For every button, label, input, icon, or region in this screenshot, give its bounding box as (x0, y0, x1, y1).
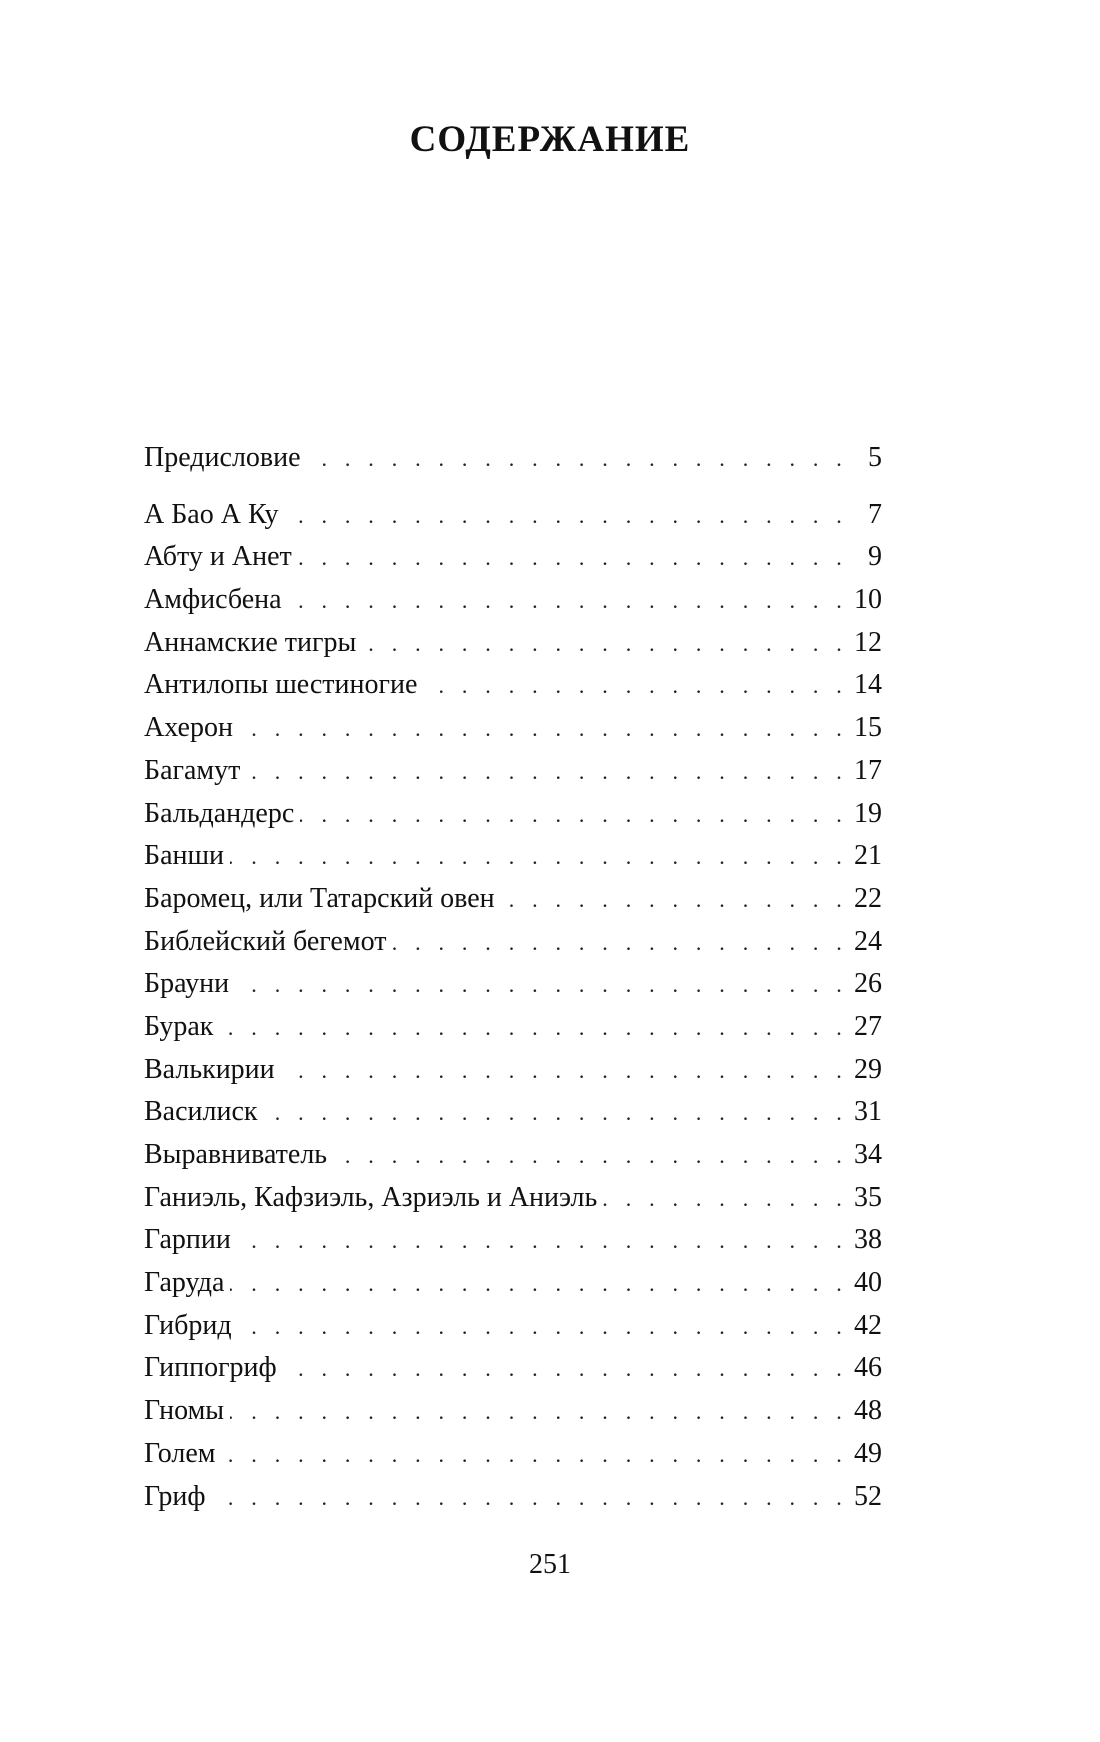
toc-entry-title: Гномы (144, 1390, 230, 1433)
toc-entry-title: Антилопы шестиногие (144, 664, 423, 707)
page-number: 251 (529, 1549, 571, 1580)
toc-entry (144, 1390, 882, 1433)
dot-leader (219, 1007, 848, 1050)
toc-entry-page: 22 (854, 882, 882, 914)
toc-entry-page: 14 (854, 669, 882, 701)
toc-entry (144, 1006, 882, 1049)
dot-leader (501, 879, 848, 922)
toc-entry-title: Гарпии (144, 1219, 237, 1262)
toc-entry (144, 1177, 882, 1220)
toc-entry-page: 24 (854, 925, 882, 957)
dot-leader (212, 1477, 848, 1520)
toc-entry-page: 10 (854, 584, 882, 616)
dot-leader (285, 495, 848, 538)
toc-entry-title: Багамут (144, 750, 246, 793)
toc-entry-title: Выравниватель (144, 1134, 333, 1177)
toc-entry-page: 19 (854, 797, 882, 829)
toc-entry (144, 878, 882, 921)
page-title: СОДЕРЖАНИЕ (409, 119, 691, 160)
toc-entry-title: Бурак (144, 1006, 219, 1049)
toc-entry (144, 437, 882, 480)
dot-leader (362, 623, 848, 666)
table-of-contents (144, 437, 882, 1518)
toc-entry-title: Гибрид (144, 1305, 238, 1348)
toc-entry-page: 40 (854, 1267, 882, 1299)
toc-entry (144, 622, 882, 665)
toc-entry-page: 38 (854, 1224, 882, 1256)
toc-entry (144, 1134, 882, 1177)
toc-entry-page: 31 (854, 1096, 882, 1128)
toc-entry-page: 7 (868, 498, 882, 530)
dot-leader (230, 1391, 848, 1434)
toc-entry (144, 1219, 882, 1262)
dot-leader (300, 794, 848, 837)
toc-entry-page: 35 (854, 1181, 882, 1213)
dot-leader (298, 537, 848, 580)
toc-entry-title: Валькирии (144, 1049, 281, 1092)
toc-entry-title: Гиппогриф (144, 1347, 283, 1390)
toc-entry-page: 46 (854, 1352, 882, 1384)
toc-entry (144, 664, 882, 707)
dot-leader (392, 922, 848, 965)
toc-entry (144, 963, 882, 1006)
toc-entry-page: 5 (868, 442, 882, 473)
toc-entry-title: Баромец, или Татарский овен (144, 878, 501, 921)
toc-entry-page: 48 (854, 1395, 882, 1427)
dot-leader (307, 438, 848, 481)
dot-leader (288, 580, 848, 623)
toc-entry-title: Брауни (144, 963, 235, 1006)
toc-entry-title: Абту и Анет (144, 536, 298, 579)
toc-entry (144, 1433, 882, 1476)
toc-entry-page: 34 (854, 1139, 882, 1170)
toc-entry (144, 1262, 882, 1305)
toc-entry-page: 49 (854, 1437, 882, 1469)
toc-entry-page: 15 (854, 712, 882, 744)
toc-entry-page: 27 (854, 1010, 882, 1042)
dot-leader (230, 836, 848, 879)
dot-leader (333, 1135, 848, 1178)
toc-entry-page: 52 (854, 1480, 882, 1512)
toc-entry-page: 26 (854, 968, 882, 1000)
toc-entry-title: А Бао А Ку (144, 494, 285, 537)
toc-entry-page: 21 (854, 840, 882, 872)
toc-entry-title: Ахерон (144, 707, 239, 750)
toc-entry (144, 1049, 882, 1092)
toc-entry-title: Ганиэль, Кафзиэль, Азриэль и Аниэль (144, 1177, 603, 1220)
toc-entry (144, 793, 882, 836)
toc-entry-page: 29 (854, 1053, 882, 1085)
dot-leader (221, 1434, 848, 1477)
toc-entry-title: Аннамские тигры (144, 622, 362, 665)
toc-entry-page: 12 (854, 626, 882, 658)
toc-entry (144, 921, 882, 964)
toc-entry-title: Голем (144, 1433, 221, 1476)
toc-entry-title: Гриф (144, 1476, 212, 1519)
toc-entry-title: Василиск (144, 1091, 264, 1134)
dot-leader (264, 1092, 848, 1135)
toc-entry (144, 707, 882, 750)
dot-leader (281, 1050, 848, 1093)
dot-leader (238, 1306, 848, 1349)
toc-entry-title: Гаруда (144, 1262, 230, 1305)
toc-entry-page: 42 (854, 1309, 882, 1341)
dot-leader (235, 964, 848, 1007)
toc-entry (144, 494, 882, 537)
toc-entry-title: Банши (144, 835, 230, 878)
toc-entry (144, 1305, 882, 1348)
dot-leader (237, 1220, 848, 1263)
toc-entry-title: Амфисбена (144, 579, 288, 622)
dot-leader (283, 1348, 848, 1391)
dot-leader (230, 1263, 848, 1306)
toc-entry (144, 536, 882, 579)
dot-leader (603, 1178, 848, 1221)
toc-entry-page: 9 (868, 541, 882, 573)
dot-leader (239, 708, 848, 751)
dot-leader (423, 665, 848, 708)
toc-entry-title: Бальдандерс (144, 793, 300, 836)
toc-entry (144, 1347, 882, 1390)
toc-entry (144, 1476, 882, 1519)
toc-entry-title: Библейский бегемот (144, 921, 392, 964)
toc-entry-title: Предисловие (144, 437, 307, 480)
toc-entry (144, 579, 882, 622)
toc-entry (144, 750, 882, 793)
toc-entry (144, 835, 882, 878)
dot-leader (246, 751, 848, 794)
toc-entry (144, 1091, 882, 1134)
toc-entry-page: 17 (854, 754, 882, 786)
